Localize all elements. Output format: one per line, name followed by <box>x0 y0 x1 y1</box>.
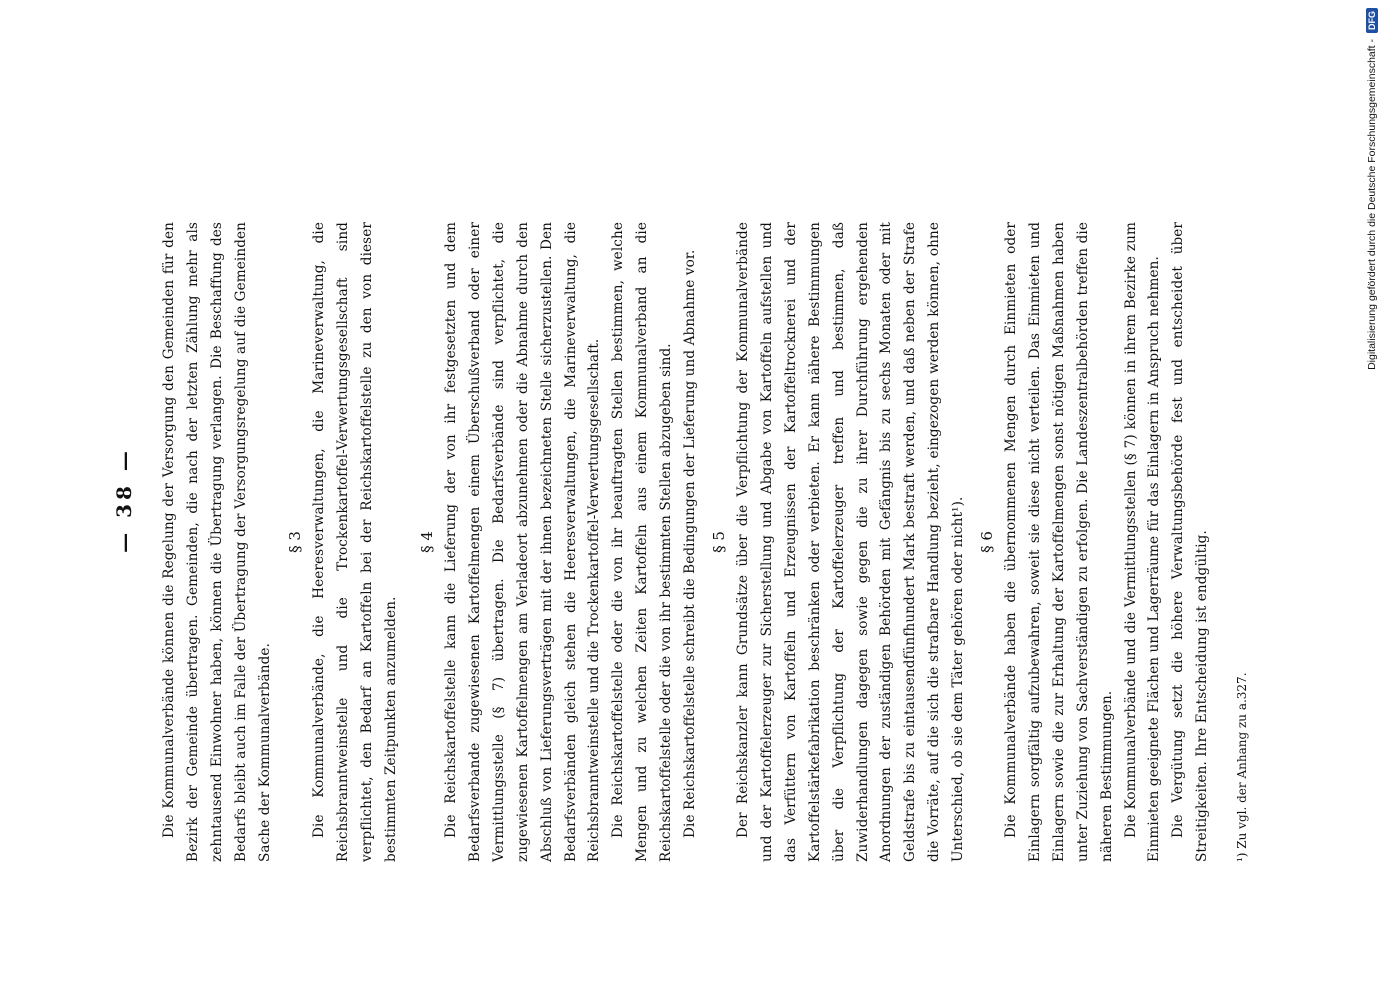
section-5 <box>706 222 971 862</box>
footnote: ¹) Zu vgl. der Anhang zu a.327. <box>1235 672 1249 862</box>
paragraph-text: Die Reichskartoffelstelle schreibt die Bedingungen der Lieferung und Abnahme vor. <box>682 249 699 838</box>
paragraph-text: Die Kommunalverbände können die Regelung der Versorgung den Gemeinden für den Bezirk der Gemeinde übertragen. Gemeinden, die nach der letzten Zählung mehr als zehntausend Einwohner haben, können die Übertragung verlangen. Die Beschaffung des Bedarfs bleibt auch im Falle der Übertragung der Versorgungsregelung auf die Gemeinden Sache der Kommunalverbände. <box>161 222 273 862</box>
section-heading: § 6 <box>978 531 996 553</box>
dfg-logo: DFG <box>1366 8 1378 33</box>
funding-note: Digitalisierung gefördert durch die Deutsche Forschungsgemeinschaft - <box>1366 39 1378 370</box>
section-heading: § 3 <box>286 531 304 553</box>
paragraph-text: Die Kommunalverbände, die Heeresverwaltungen, die Marineverwaltung, die Reichsbranntweinstelle und die Trockenkartoffel-Verwertungsgesellschaft sind verpflichtet, den Bedarf an Kartoffeln bei der Reichskartoffelstelle zu den von dieser bestimmten Zeitpunkten anzumelden. <box>311 222 399 862</box>
paragraph-text: Die Kommunalverbände und die Vermittlungsstellen (§ 7) können in ihrem Bezirke zum Einmieten geeignete Flächen und Lagerräume für das Einlagern in Anspruch nehmen. <box>1122 222 1163 862</box>
page-number: — 38 — <box>112 447 136 553</box>
section-heading: § 5 <box>710 531 728 553</box>
paragraph-p1 <box>158 222 278 862</box>
paragraph-text: Der Reichskanzler kann Grundsätze über die Verpflichtung der Kommunalverbände und der Kartoffelerzeuger zur Sicherstellung und Abgabe von Kartoffeln aufstellen und das Verfüttern von Kartoffeln und Erzeugnissen der Kartoffeltrocknerei und der Kartoffelstärkefabrikation beschränken oder verbieten. Er kann nähere Bestimmungen über die Verpflichtung der Kartoffelerzeuger treffen und bestimmen, daß Zuwiderhandlungen dagegen sowie gegen die zu ihrer Durchführung ergehenden Anordnungen der zuständigen Behörden mit Gefängnis bis zu sechs Monaten oder mit Geldstrafe bis zu eintausendfünfhundert Mark bestraft werden, und daß neben der Strafe die Vorräte, auf die sich die strafbare Handlung bezieht, eingezogen werden können, ohne Unterschied, ob sie dem Täter gehören oder nicht¹). <box>735 222 967 862</box>
paragraph-text: Die Reichskartoffelstelle oder die von ihr beauftragten Stellen bestimmen, welche Mengen und zu welchen Zeiten Kartoffeln aus einem Kommunalverband an die Reichskartoffelstelle oder die von ihr bestimmten Stellen abzugeben sind. <box>610 222 675 862</box>
footnote-block <box>1232 222 1252 862</box>
funding-sidebar <box>1362 8 1382 992</box>
section-heading: § 4 <box>418 531 436 553</box>
section-6 <box>974 222 1215 862</box>
paragraph-text: Die Vergütung setzt die höhere Verwaltungsbehörde fest und entscheidet über Streitigkeiten. Ihre Entscheidung ist endgültig. <box>1170 222 1211 862</box>
funding-sidebar-inner <box>1362 8 1382 992</box>
section-4 <box>414 222 703 862</box>
paragraph-text: Die Reichskartoffelstelle kann die Lieferung der von ihr festgesetzten und dem Bedarfsverbande zugewiesenen Kartoffelmengen einem Überschußverband oder einer Vermittlungsstelle (§ 7) übertragen. Die Bedarfsverbände sind verpflichtet, die zugewiesenen Kartoffelmengen am Verladeort abzunehmen oder die Abnahme durch den Abschluß von Lieferungsverträgen mit der ihnen bezeichneten Stelle sicherzustellen. Den Bedarfsverbänden gleich stehen die Heeresverwaltungen, die Marineverwaltung, die Reichsbranntweinstelle und die Trockenkartoffel-Verwertungsgesellschaft. <box>443 222 603 862</box>
paragraph-text: Die Kommunalverbände haben die übernommenen Mengen durch Einmieten oder Einlagern sorgfältig aufzubewahren, soweit sie diese nicht verteilen. Das Einmieten und Einlagern sowie die zur Erhaltung der Kartoffelmengen sonst nötigen Maßnahmen haben unter Zuziehung von Sachverständigen zu erfolgen. Die Landeszentralbehörden treffen die näheren Bestimmungen. <box>1003 222 1115 862</box>
section-3 <box>282 222 404 862</box>
